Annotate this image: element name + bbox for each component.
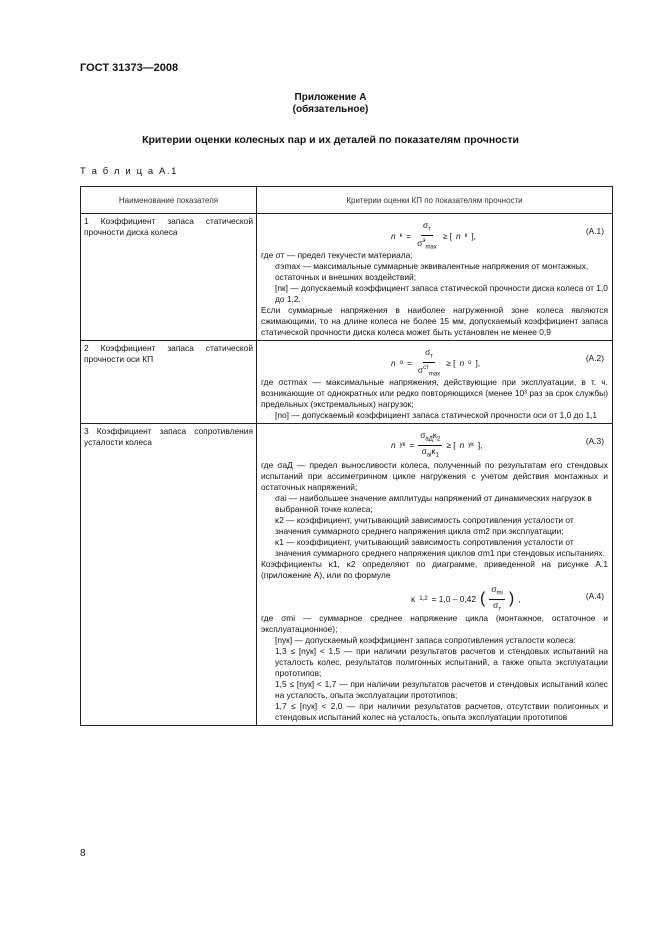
- definition-line: σэmax — максимальные суммарные эквивалентные напряжения от монтажных, остаточных и внешних воздействий;: [275, 261, 589, 282]
- criteria-table: [80, 186, 613, 726]
- formula-number: (А.4): [585, 591, 604, 601]
- definition-line: κ2 — коэффициент, учитывающий зависимость сопротивления усталости от значения суммарного среднего напряжения цикла σm2 при эксплуатации;: [275, 515, 574, 536]
- column-header-criteria: Критерии оценки КП по показателям прочности: [257, 187, 613, 214]
- table-header-row: [81, 187, 613, 214]
- definition-line: [nук] — допускаемый коэффициент запаса сопротивления усталости колеса:: [275, 635, 576, 645]
- criteria-cell: [257, 424, 613, 726]
- formula-number: (А.3): [585, 436, 604, 446]
- standard-header: ГОСТ 31373—2008: [80, 62, 179, 74]
- formula-number: (А.2): [585, 353, 604, 363]
- criteria-cell: [257, 214, 613, 341]
- page-number: 8: [80, 848, 86, 859]
- table-row: [81, 214, 613, 341]
- definition-line: где σстmax — максимальные напряжения, действующие при эксплуатации, в т. ч. возникающие от однократных или редко повторяющихся (менее 10³ раз за срок службы) предельных (экстремальных) нагрузок;: [261, 377, 608, 409]
- definition-line: 1,3 ≤ [nук] < 1,5 — при наличии результатов расчетов и стендовых испытаний на усталость колес, результатов полигонных испытаний, а также опыта эксплуатации прототипов;: [275, 646, 608, 678]
- formula-a3: n ук = $\frac{\sigma_{аД}\kappa_2}{\sigma_{аi}\kappa_1}$ ≥ [ n ук ], (А.3): [391, 430, 604, 459]
- column-header-name: Наименование показателя: [81, 187, 257, 214]
- definition-line: κ1 — коэффициент, учитывающий зависимость сопротивления усталости от значения суммарного среднего напряжения циклов σm1 при стендовых испытаниях.: [275, 537, 605, 558]
- definition-line: σаi — наибольшее значение амплитуды напряжений от динамических нагрузок в выбранной точке колеса;: [275, 493, 592, 514]
- formula-a1: n к = $\frac{\sigma_т}{\sigma^э_{max}}$ ≥ [ n к ], (А.1): [391, 220, 604, 251]
- definition-line: где σт — предел текучести материала;: [261, 250, 413, 260]
- table-row: [81, 424, 613, 726]
- definition-line: [nо] — допускаемый коэффициент запаса статической прочности оси от 1,0 до 1,1: [275, 410, 598, 420]
- appendix-status: (обязательное): [292, 104, 369, 115]
- definition-line: [nк] — допускаемый коэффициент запаса статической прочности диска колеса от 1,0 до 1,2.: [275, 283, 608, 304]
- indicator-name: 1 Коэффициент запаса статической прочности диска колеса: [81, 214, 257, 341]
- section-title: Критерии оценки колесных пар и их деталей по показателям прочности: [142, 134, 519, 146]
- formula-number: (А.1): [585, 226, 604, 236]
- definition-line: 1,7 ≤ [nук] < 2,0 — при наличии результатов расчетов, отсутствии полигонных и стендовых испытаний колес на усталость, опыта эксплуатации прототипов: [275, 701, 608, 722]
- definition-line: 1,5 ≤ [nук] < 1,7 — при наличии результатов расчетов и стендовых испытаний колес на усталость, опыта эксплуатации прототипов;: [275, 679, 608, 700]
- table-label: Т а б л и ц а А.1: [80, 166, 179, 177]
- definition-line: Если суммарные напряжения в наиболее нагруженной зоне колеса являются сжимающими, то на длине колеса не более 15 мм, допускаемый коэффициент запаса статической прочности диска колеса может быть установлен не менее 0,9: [261, 305, 608, 337]
- formula-a2: n о = $\frac{\sigma_т}{\sigma^{ст}_{max}}$ ≥ [ n о ], (А.2): [391, 347, 604, 378]
- definition-line: где σmi — суммарное среднее напряжение цикла (монтажное, остаточное и эксплуатационное);: [261, 613, 608, 634]
- table-row: [81, 341, 613, 424]
- definition-line: где σаД — предел выносливости колеса, полученный по результатам его стендовых испытаний при ассиметричном цикле нагружения с учетом действия монтажных и остаточных напряжений;: [261, 460, 608, 492]
- indicator-name: 2 Коэффициент запаса статической прочности оси КП: [81, 341, 257, 424]
- appendix-title: Приложение А: [294, 92, 367, 103]
- definition-line: Коэффициенты κ1, κ2 определяют по диаграмме, приведенной на рисунке А.1 (приложение А), или по формуле: [261, 559, 608, 580]
- criteria-cell: [257, 341, 613, 424]
- formula-a4: κ 1,2 = 1,0 – 0,42 ( $\frac{\sigma_{mi}}{\sigma_т}$ ) , (А.4): [411, 584, 604, 613]
- indicator-name: 3 Коэффициент запаса сопротивления усталости колеса: [81, 424, 257, 726]
